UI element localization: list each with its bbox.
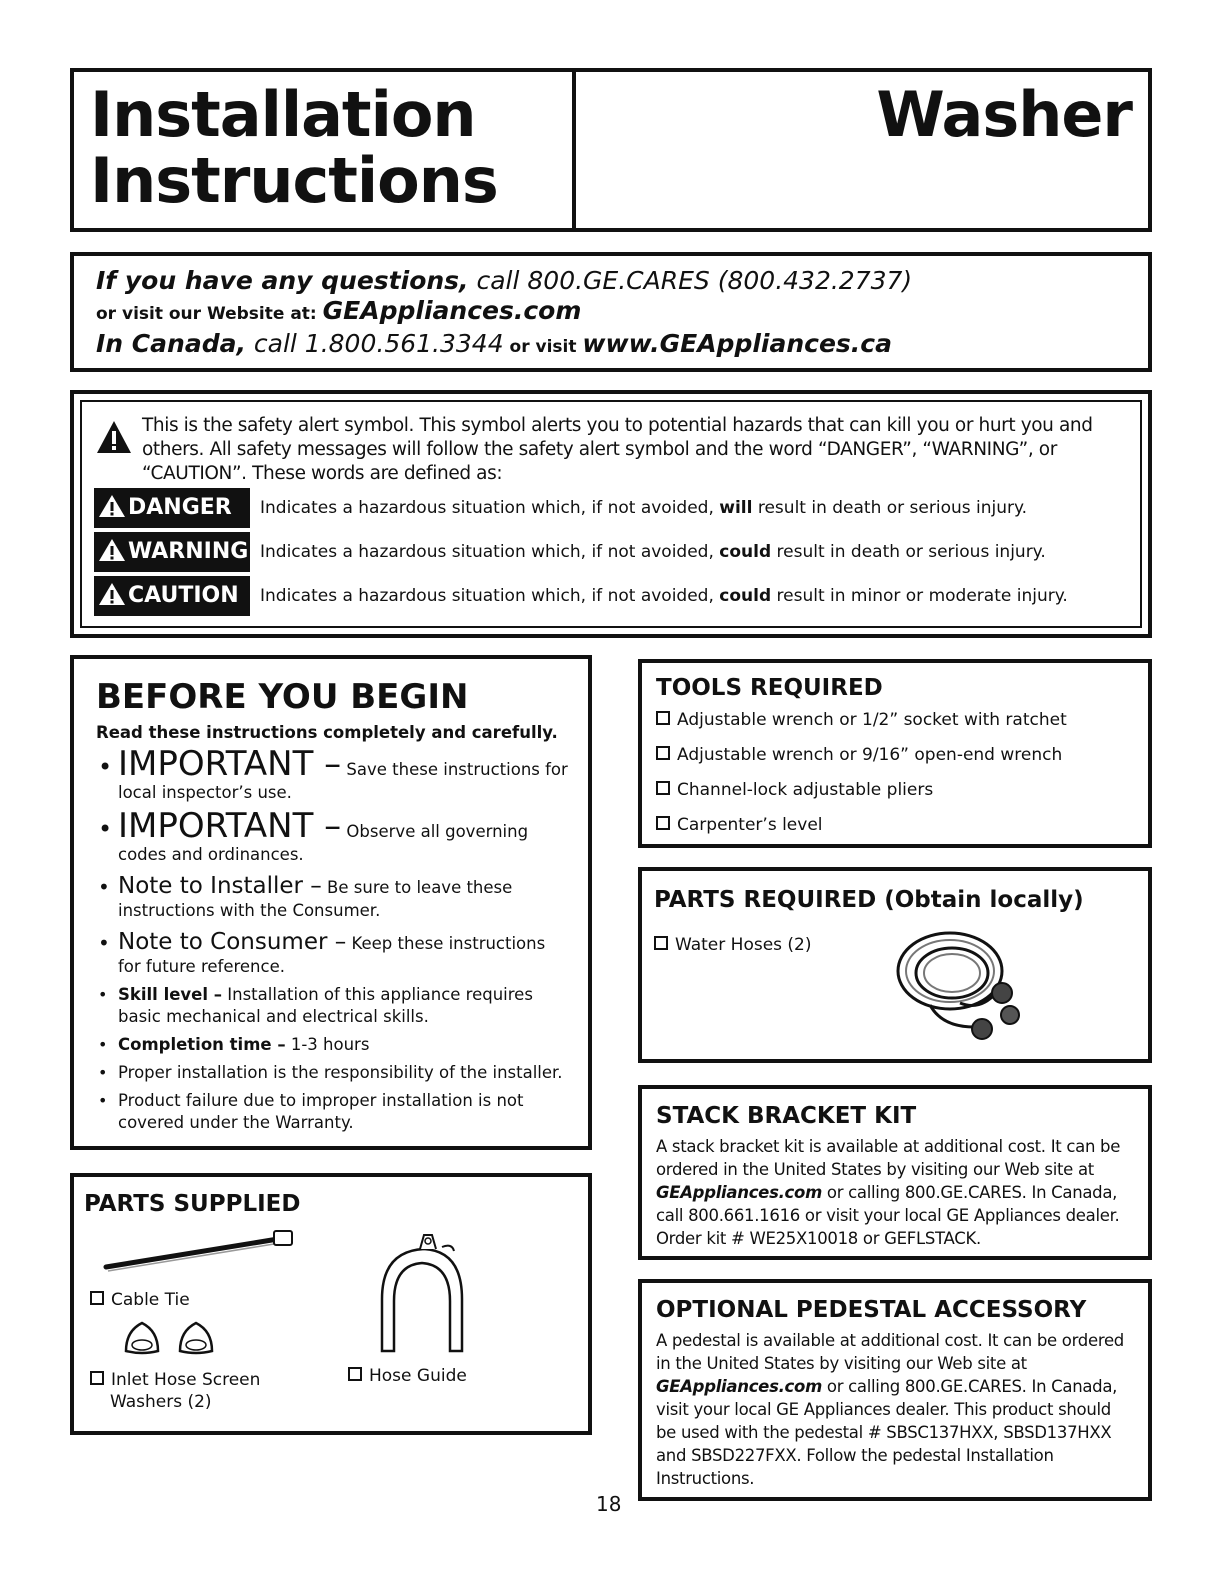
note-consumer-text: Keep these instructions for future reference. [118, 934, 546, 976]
list-item [96, 746, 568, 804]
safety-box [70, 390, 1152, 638]
tool-label: Adjustable wrench or 9/16” open-end wrench [677, 745, 1063, 765]
warning-definition [260, 532, 1046, 572]
caution-key: could [719, 586, 772, 606]
caution-definition [260, 576, 1068, 616]
skill-text: Installation of this appliance requires basic mechanical and electrical skills. [118, 985, 533, 1026]
checkbox-icon [90, 1291, 104, 1305]
stack-bracket-title: STACK BRACKET KIT [656, 1103, 917, 1129]
cable-tie-label: Cable Tie [111, 1290, 190, 1310]
pedestal-box [638, 1279, 1152, 1501]
warning-pre: Indicates a hazardous situation which, if not avoided, [260, 542, 720, 562]
stack-text-2: or calling 800.GE.CARES. In Canada, call 800.661.1616 or visit your local GE Appliances dealer. Order kit # WE25X10018 or GEFLSTACK. [656, 1183, 1120, 1248]
before-you-begin-list [96, 746, 568, 1134]
warning-triangle-icon [98, 538, 126, 562]
list-item [656, 808, 1134, 843]
stack-bracket-text [656, 1135, 1134, 1250]
screen-washers-item [90, 1369, 260, 1391]
warning-post: result in death or serious injury. [771, 542, 1046, 562]
water-hoses-icon [890, 927, 1030, 1049]
list-item [96, 928, 568, 978]
before-you-begin-subtitle: Read these instructions completely and carefully. [96, 723, 558, 742]
pedestal-text-2: or calling 800.GE.CARES. In Canada, visit your local GE Appliances dealer. This product should be used with the pedestal # SBSC137HXX, SBSD137HXX and SBSD227FXX. Follow the pedestal Installation Instructions. [656, 1377, 1118, 1488]
list-item [656, 738, 1134, 773]
stack-bracket-box [638, 1085, 1152, 1260]
list-item [96, 872, 568, 922]
water-hoses-label: Water Hoses (2) [675, 935, 812, 955]
before-you-begin-box [70, 655, 592, 1150]
canada-link[interactable]: www.GEAppliances.ca [582, 329, 892, 358]
page-number: 18 [596, 1492, 622, 1516]
list-item: • Proper installation is the responsibility of the installer. [96, 1062, 568, 1084]
title-line-1: Installation [90, 78, 476, 151]
contact-website [96, 296, 1126, 329]
checkbox-icon [654, 936, 668, 950]
tools-required-title: TOOLS REQUIRED [656, 675, 883, 701]
caution-label [94, 576, 250, 616]
danger-pre: Indicates a hazardous situation which, if not avoided, [260, 498, 720, 518]
checkbox-icon [656, 816, 670, 830]
tools-required-box [638, 659, 1152, 848]
danger-label [94, 488, 250, 528]
pedestal-text [656, 1329, 1134, 1490]
title-line-2: Instructions [90, 144, 498, 217]
cable-tie-icon [102, 1227, 302, 1275]
note-installer-text: Be sure to leave these instructions with the Consumer. [118, 878, 513, 920]
tool-label: Adjustable wrench or 1/2” socket with ratchet [677, 710, 1067, 730]
pedestal-title: OPTIONAL PEDESTAL ACCESSORY [656, 1297, 1087, 1323]
checkbox-icon [656, 746, 670, 760]
checkbox-icon [90, 1371, 104, 1385]
safety-inner [80, 400, 1142, 628]
parts-supplied-box [70, 1173, 592, 1435]
important-heading: IMPORTANT – [118, 806, 342, 846]
pedestal-text-1: A pedestal is available at additional cost. It can be ordered in the United States by visiting our Web site at [656, 1331, 1124, 1373]
canada-lead: In Canada, [96, 329, 246, 358]
stack-website-link[interactable]: GEAppliances.com [656, 1183, 822, 1202]
list-item [96, 808, 568, 866]
hose-guide-icon [372, 1231, 472, 1357]
contact-box [70, 252, 1152, 372]
checkbox-icon [348, 1367, 362, 1381]
safety-intro: This is the safety alert symbol. This symbol alerts you to potential hazards that can kill you or hurt you and others. All safety messages will follow the safety alert symbol and the word “DANGER”, “WARNING”, or “CAUTION”. These words are defined as: [142, 415, 1093, 484]
list-item: • Product failure due to improper installation is not covered under the Warranty. [96, 1090, 568, 1134]
checkbox-icon [656, 711, 670, 725]
hose-guide-item [348, 1365, 467, 1387]
tool-label: Channel-lock adjustable pliers [677, 780, 934, 800]
screen-washers-item-line2: Washers (2) [110, 1392, 212, 1412]
website-lead: or visit our Website at: [96, 304, 323, 324]
list-item [96, 1034, 568, 1056]
stack-text-1: A stack bracket kit is available at additional cost. It can be ordered in the United States by visiting our Web site at [656, 1137, 1121, 1179]
list-item [656, 773, 1134, 808]
checkbox-icon [656, 781, 670, 795]
note-consumer-heading: Note to Consumer – [118, 929, 347, 955]
caution-pre: Indicates a hazardous situation which, if not avoided, [260, 586, 720, 606]
website-link[interactable]: GEAppliances.com [322, 296, 582, 325]
danger-key: will [719, 498, 753, 518]
danger-word: DANGER [128, 495, 232, 520]
questions-call: call 800.GE.CARES (800.432.2737) [468, 266, 913, 295]
contact-canada [96, 329, 1126, 362]
before-you-begin-title: BEFORE YOU BEGIN [96, 677, 469, 717]
warning-triangle-icon [98, 582, 126, 606]
tool-label: Carpenter’s level [677, 815, 823, 835]
important-text: Save these instructions for local inspector’s use. [118, 760, 568, 802]
parts-required-title: PARTS REQUIRED (Obtain locally) [654, 887, 1084, 913]
important-heading: IMPORTANT – [118, 744, 342, 784]
contact-questions [96, 266, 1126, 296]
skill-heading: Skill level – [118, 985, 223, 1004]
header-divider [572, 72, 576, 228]
safety-alert-icon [96, 420, 132, 454]
important-text: Observe all governing codes and ordinances. [118, 822, 529, 864]
screen-washers-label-1: Inlet Hose Screen [111, 1370, 261, 1390]
caution-word: CAUTION [128, 583, 239, 608]
page-header [70, 68, 1152, 232]
cable-tie-item [90, 1289, 190, 1311]
danger-definition [260, 488, 1027, 528]
warning-key: could [719, 542, 772, 562]
parts-supplied-title: PARTS SUPPLIED [84, 1191, 301, 1217]
note-installer-heading: Note to Installer – [118, 873, 322, 899]
list-item [656, 703, 1134, 738]
screen-washers-icon [122, 1317, 222, 1357]
product-name: Washer [876, 78, 1132, 151]
hose-guide-label: Hose Guide [369, 1366, 467, 1386]
danger-post: result in death or serious injury. [752, 498, 1028, 518]
pedestal-website-link[interactable]: GEAppliances.com [656, 1377, 822, 1396]
warning-label [94, 532, 250, 572]
document-title [90, 78, 498, 217]
canada-call: call 1.800.561.3344 [245, 329, 504, 358]
time-heading: Completion time – [118, 1035, 286, 1054]
warning-triangle-icon [98, 494, 126, 518]
list-item [96, 984, 568, 1028]
parts-required-box [638, 867, 1152, 1063]
questions-lead: If you have any questions, [96, 266, 469, 295]
caution-post: result in minor or moderate injury. [771, 586, 1068, 606]
time-text: 1-3 hours [285, 1035, 370, 1054]
warning-word: WARNING [128, 539, 249, 564]
canada-or: or visit [503, 337, 583, 357]
